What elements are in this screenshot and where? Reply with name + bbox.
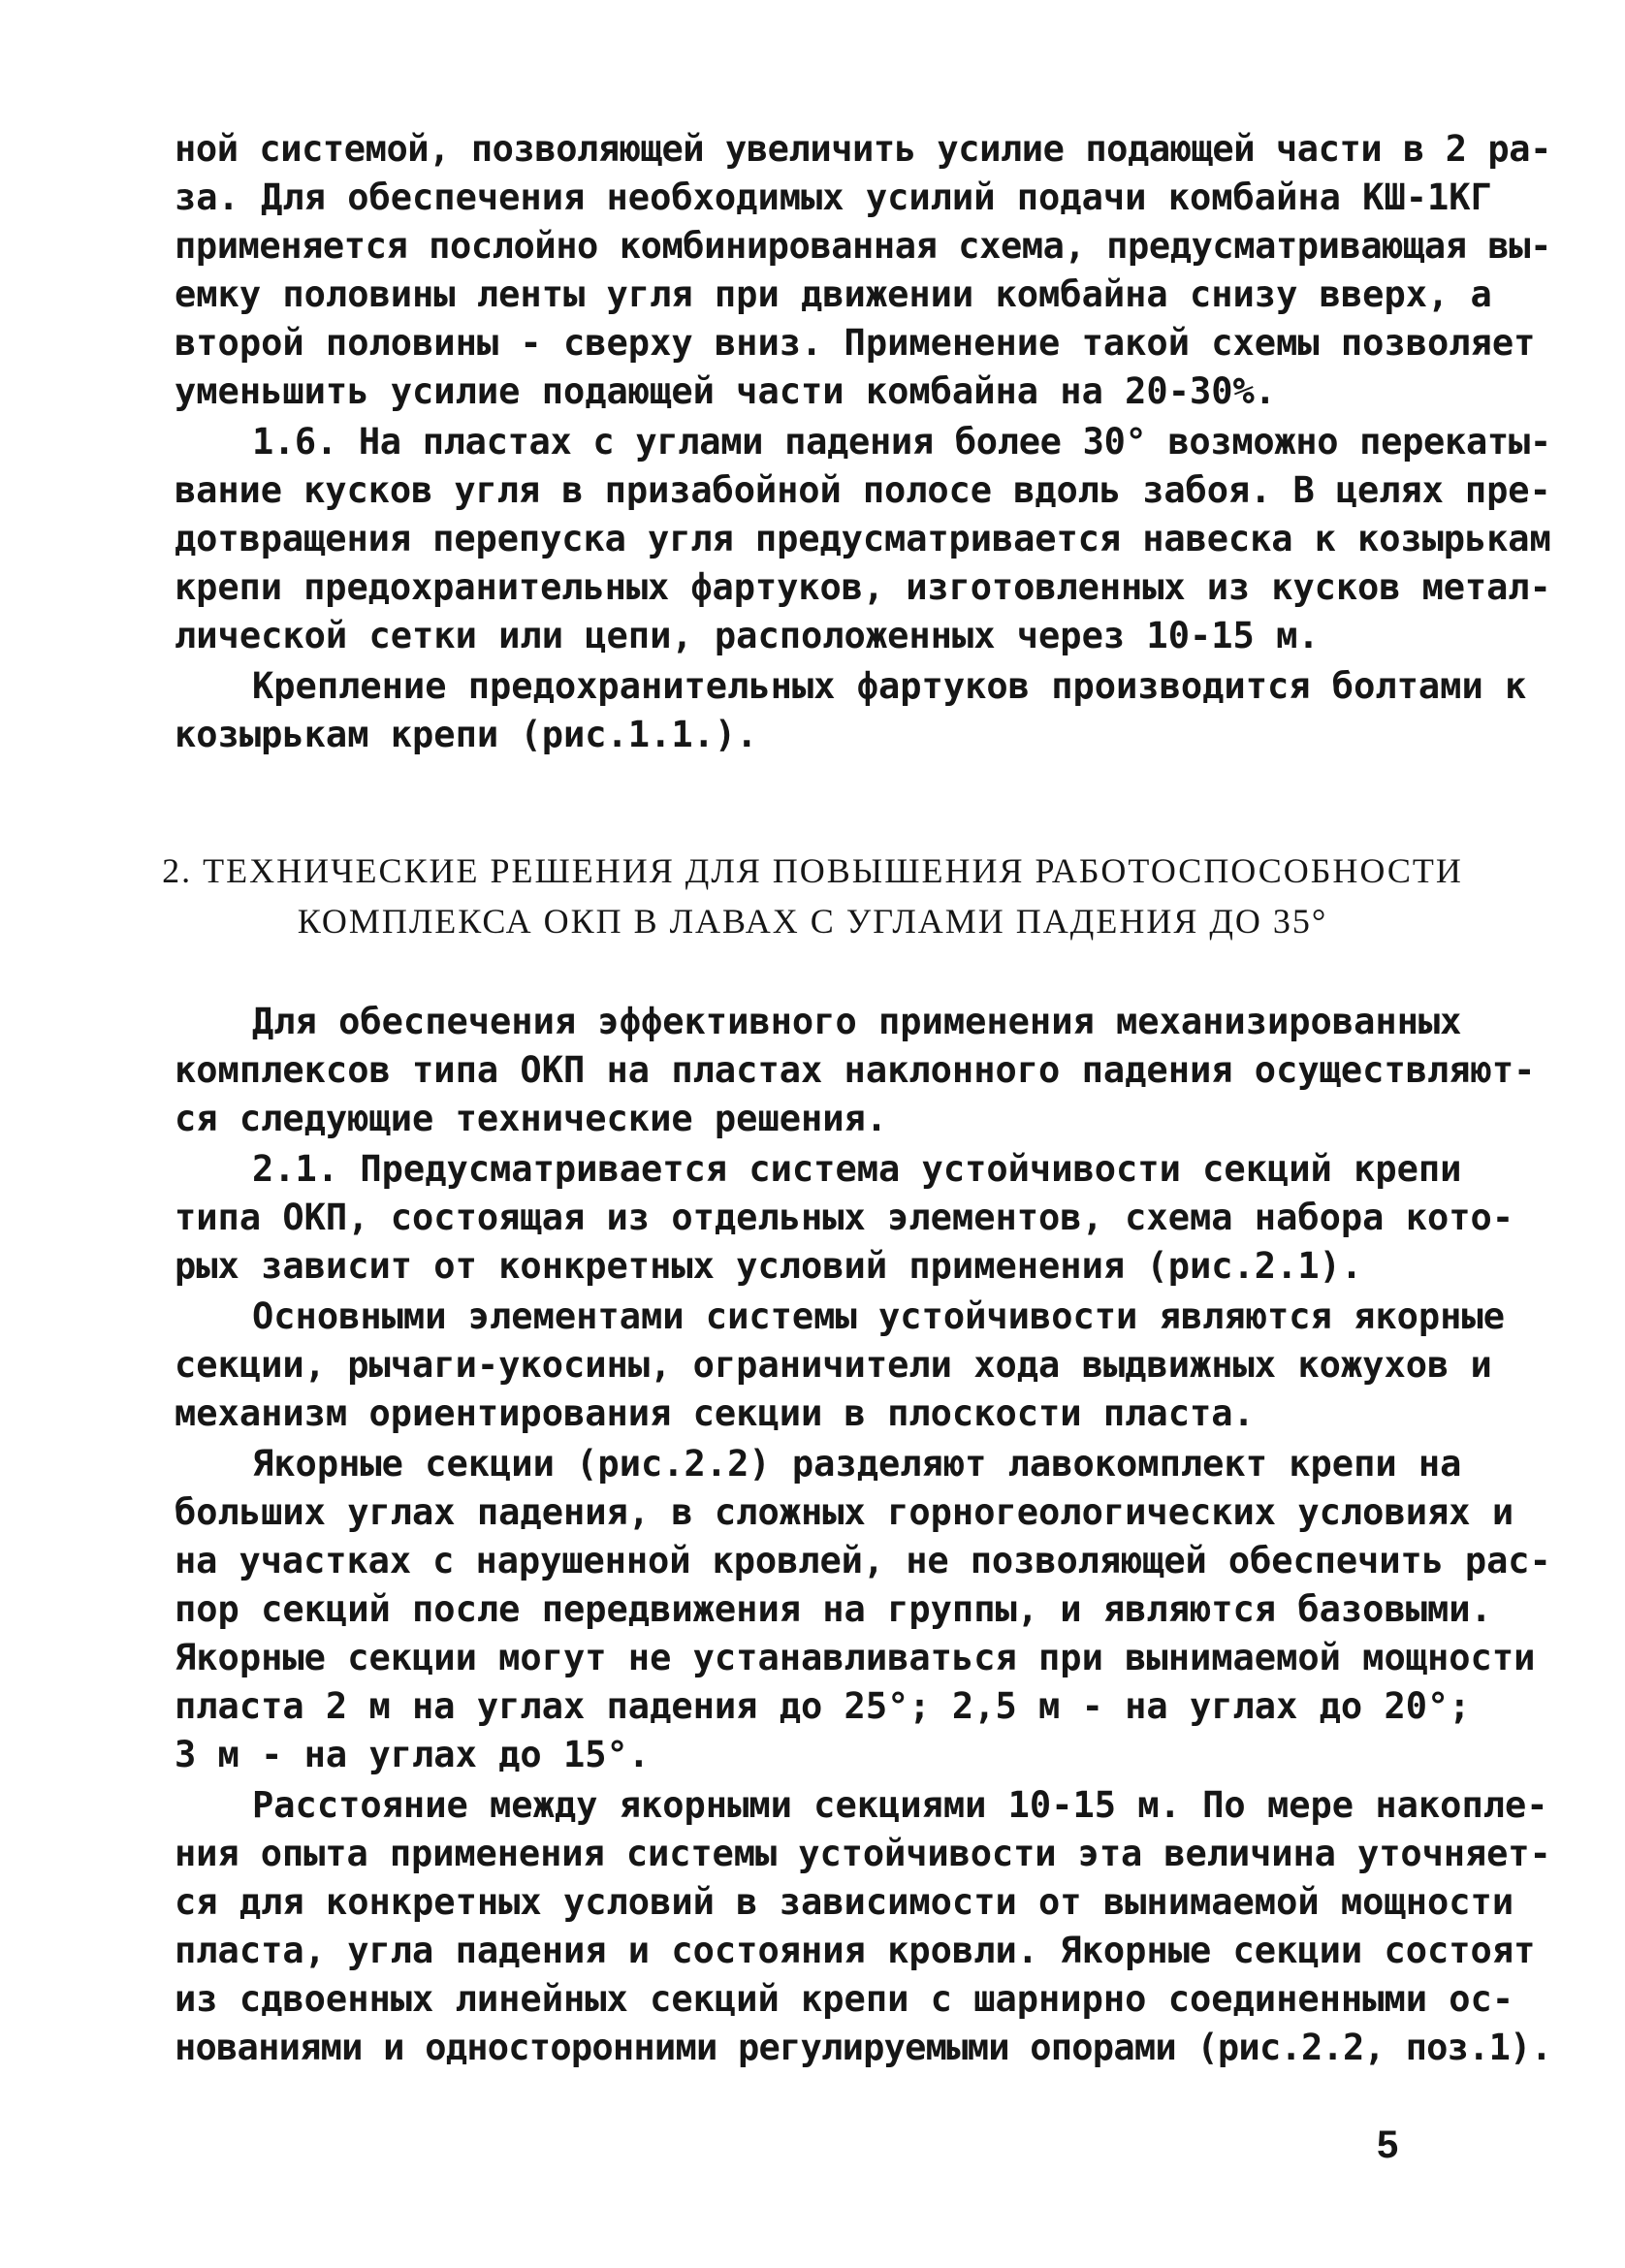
- text-line: вание кусков угля в призабойной полосе вдоль забоя. В целях пре-: [175, 469, 1551, 511]
- text-line: из сдвоенных линейных секций крепи с шарнирно соединенными ос-: [175, 1978, 1514, 2020]
- text-line: ной системой, позволяющей увеличить усилие подающей части в 2 ра-: [175, 128, 1551, 170]
- text-line: лической сетки или цепи, расположенных через 10-15 м.: [175, 615, 1320, 656]
- text-line: емку половины ленты угля при движении комбайна снизу вверх, а: [175, 273, 1492, 315]
- text-line: за. Для обеспечения необходимых усилий подачи комбайна КШ-1КГ: [175, 176, 1492, 218]
- text-line: 2.1. Предусматривается система устойчивости секций крепи: [252, 1148, 1462, 1190]
- text-line: пор секций после передвижения на группы, и являются базовыми.: [175, 1588, 1492, 1630]
- text-line: второй половины - сверху вниз. Применение такой схемы позволяет: [175, 322, 1536, 364]
- text-line: секции, рычаги-укосины, ограничители хода выдвижных кожухов и: [175, 1344, 1492, 1386]
- page-number: 5: [1377, 2124, 1399, 2166]
- text-line: Для обеспечения эффективного применения механизированных: [252, 1001, 1462, 1042]
- text-line: применяется послойно комбинированная схема, предусматривающая вы-: [175, 225, 1551, 267]
- text-line: рых зависит от конкретных условий применения (рис.2.1).: [175, 1245, 1363, 1287]
- text-line: дотвращения перепуска угля предусматривается навеска к козырькам: [175, 518, 1551, 559]
- text-line: Расстояние между якорными секциями 10-15 м. По мере накопле-: [252, 1784, 1548, 1826]
- text-line: пласта 2 м на углах падения до 25°; 2,5 м - на углах до 20°;: [175, 1685, 1471, 1727]
- text-line: Якорные секции (рис.2.2) разделяют лавокомплект крепи на: [252, 1443, 1462, 1485]
- section-heading: 2. ТЕХНИЧЕСКИЕ РЕШЕНИЯ ДЛЯ ПОВЫШЕНИЯ РАБОТОСПОСОБНОСТИ: [162, 851, 1463, 890]
- text-line: пласта, угла падения и состояния кровли. Якорные секции состоят: [175, 1930, 1536, 1971]
- text-line: ся для конкретных условий в зависимости от вынимаемой мощности: [175, 1881, 1514, 1923]
- text-line: козырькам крепи (рис.1.1.).: [175, 714, 758, 755]
- text-line: на участках с нарушенной кровлей, не позволяющей обеспечить рас-: [175, 1540, 1551, 1581]
- text-line: механизм ориентирования секции в плоскости пласта.: [175, 1392, 1255, 1434]
- text-line: уменьшить усилие подающей части комбайна на 20-30%.: [175, 370, 1277, 412]
- text-line: Крепление предохранительных фартуков производится болтами к: [252, 665, 1527, 707]
- section-heading: КОМПЛЕКСА ОКП В ЛАВАХ С УГЛАМИ ПАДЕНИЯ ДО 35°: [297, 902, 1328, 941]
- text-line: ния опыта применения системы устойчивости эта величина уточняет-: [175, 1833, 1551, 1874]
- text-line: 1.6. На пластах с углами падения более 30° возможно перекаты-: [252, 421, 1551, 463]
- text-line: Основными элементами системы устойчивости являются якорные: [252, 1295, 1506, 1337]
- text-line: нованиями и односторонними регулируемыми опорами (рис.2.2, поз.1).: [175, 2027, 1552, 2068]
- text-line: Якорные секции могут не устанавливаться при вынимаемой мощности: [175, 1637, 1536, 1678]
- text-line: больших углах падения, в сложных горногеологических условиях и: [175, 1491, 1514, 1533]
- text-line: 3 м - на углах до 15°.: [175, 1734, 651, 1775]
- text-line: ся следующие технические решения.: [175, 1098, 888, 1139]
- text-line: типа ОКП, состоящая из отдельных элементов, схема набора кото-: [175, 1197, 1514, 1238]
- text-line: комплексов типа ОКП на пластах наклонного падения осуществляют-: [175, 1049, 1536, 1091]
- text-line: крепи предохранительных фартуков, изготовленных из кусков метал-: [175, 566, 1551, 608]
